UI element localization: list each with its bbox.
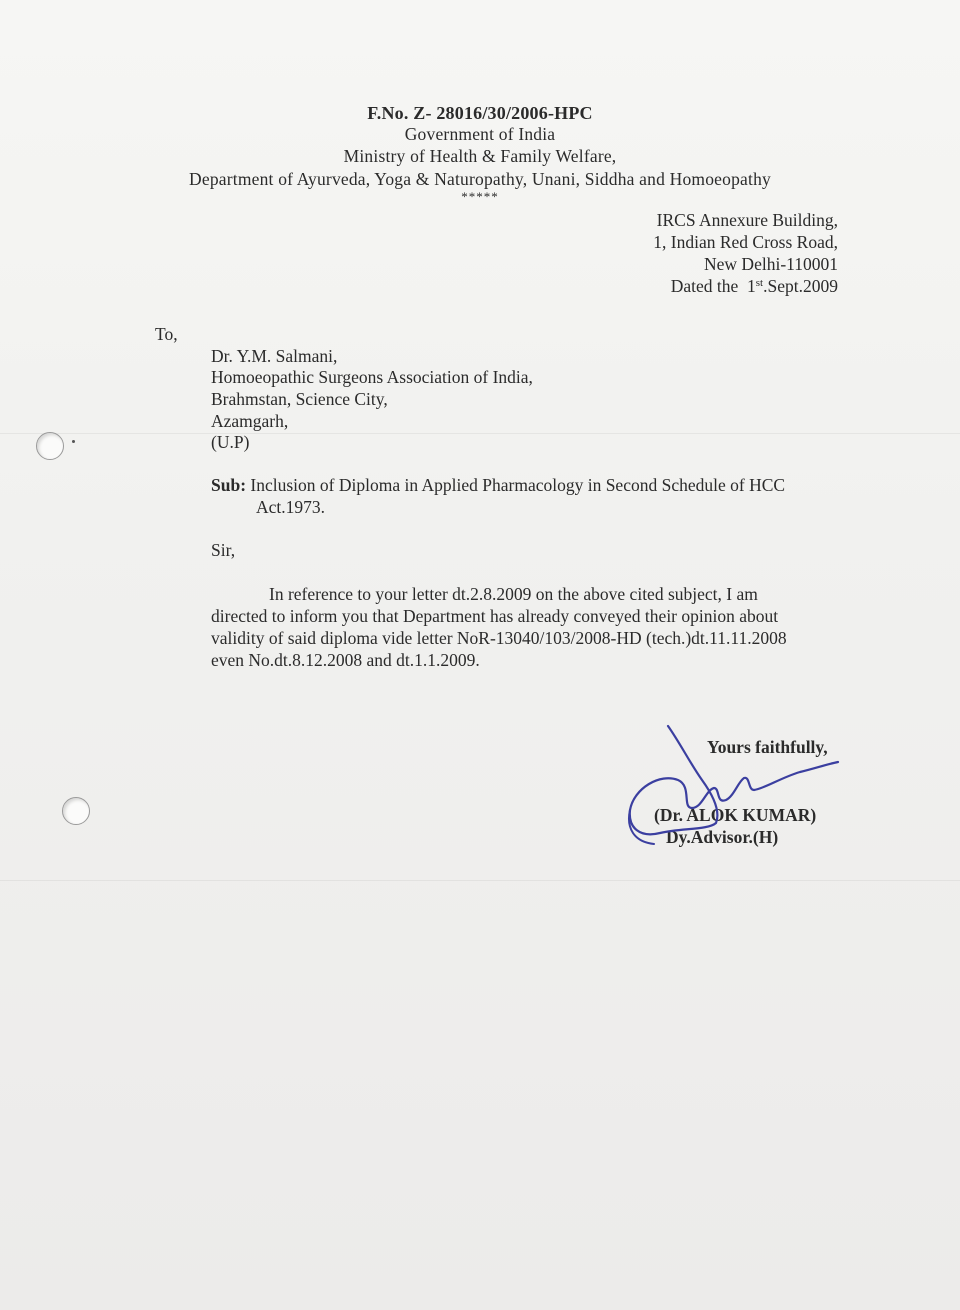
address-line-3: New Delhi-110001: [704, 254, 838, 274]
to-label: To,: [155, 324, 178, 344]
recipient-line-4: (U.P): [211, 432, 250, 452]
subject-label: Sub:: [211, 475, 247, 495]
body-line-3: validity of said diploma vide letter NoR-13040/103/2008-HD (tech.)dt.11.11.2008: [211, 628, 787, 648]
body-line-4: even No.dt.8.12.2008 and dt.1.1.2009.: [211, 650, 480, 670]
org-government: Government of India: [404, 124, 556, 144]
salutation: Sir,: [211, 540, 236, 560]
signatory-designation: Dy.Advisor.(H): [666, 827, 779, 847]
punch-hole-bottom: [62, 797, 90, 825]
org-ministry: Ministry of Health & Family Welfare,: [343, 146, 617, 166]
closing-yours: Yours faithfully,: [707, 737, 828, 757]
subject-text-1: Inclusion of Diploma in Applied Pharmacology in Second Schedule of HCC: [250, 475, 786, 495]
punch-hole-top: [36, 432, 64, 460]
header-stars: *****: [461, 189, 499, 204]
signatory-name: (Dr. ALOK KUMAR): [654, 805, 817, 825]
body-line-2: directed to inform you that Department has already conveyed their opinion about: [211, 606, 779, 626]
recipient-line-1: Homoeopathic Surgeons Association of India,: [211, 367, 533, 387]
body-line-1: In reference to your letter dt.2.8.2009 on the above cited subject, I am: [269, 584, 758, 604]
subject-line-2: Act.1973.: [256, 497, 326, 517]
recipient-line-3: Azamgarh,: [211, 411, 289, 431]
handwritten-signature: [620, 718, 850, 858]
file-number: F.No. Z- 28016/30/2006-HPC: [367, 103, 593, 123]
date-line: [671, 276, 838, 297]
subject-line-1: [211, 475, 785, 496]
date-day: 1: [747, 276, 756, 296]
address-line-1: IRCS Annexure Building,: [656, 210, 838, 230]
date-suffix: st: [755, 277, 764, 289]
address-line-2: 1, Indian Red Cross Road,: [653, 232, 838, 252]
recipient-line-2: Brahmstan, Science City,: [211, 389, 388, 409]
recipient-name: Dr. Y.M. Salmani,: [211, 346, 338, 366]
dated-label: Dated the: [670, 276, 739, 296]
org-department: Department of Ayurveda, Yoga & Naturopathy, Unani, Siddha and Homoeopathy: [189, 169, 771, 189]
date-rest: .Sept.2009: [763, 276, 838, 296]
